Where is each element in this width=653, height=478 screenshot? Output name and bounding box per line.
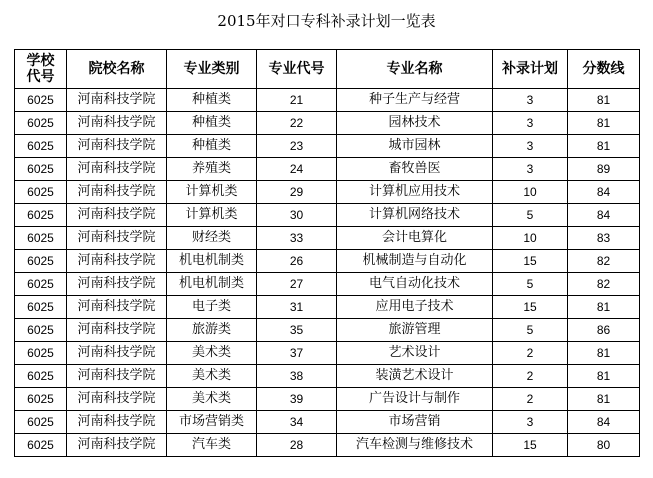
cell-score: 81 [568,365,640,388]
cell-major-category: 计算机类 [167,204,257,227]
cell-school-code: 6025 [15,365,67,388]
cell-major-code: 33 [257,227,337,250]
table-row [15,158,640,181]
cell-school-code: 6025 [15,411,67,434]
cell-major-name: 计算机网络技术 [337,204,493,227]
cell-major-code: 29 [257,181,337,204]
cell-quota: 15 [493,250,568,273]
cell-major-category: 种植类 [167,135,257,158]
table-row [15,411,640,434]
cell-quota: 3 [493,89,568,112]
header-school-code [15,50,67,89]
cell-score: 81 [568,342,640,365]
cell-quota: 2 [493,388,568,411]
cell-school-name: 河南科技学院 [67,342,167,365]
cell-major-code: 35 [257,319,337,342]
header-major-name: 专业名称 [337,50,493,89]
table-row [15,365,640,388]
cell-major-code: 28 [257,434,337,457]
cell-score: 86 [568,319,640,342]
cell-score: 80 [568,434,640,457]
cell-school-name: 河南科技学院 [67,89,167,112]
header-score: 分数线 [568,50,640,89]
cell-score: 83 [568,227,640,250]
cell-school-name: 河南科技学院 [67,365,167,388]
table-row [15,434,640,457]
table-row [15,250,640,273]
cell-major-name: 城市园林 [337,135,493,158]
cell-major-code: 27 [257,273,337,296]
cell-school-name: 河南科技学院 [67,227,167,250]
cell-major-code: 24 [257,158,337,181]
cell-major-category: 市场营销类 [167,411,257,434]
cell-school-code: 6025 [15,204,67,227]
table-row [15,273,640,296]
table-row [15,342,640,365]
cell-school-name: 河南科技学院 [67,135,167,158]
cell-score: 82 [568,273,640,296]
cell-school-code: 6025 [15,181,67,204]
cell-score: 81 [568,112,640,135]
cell-major-category: 财经类 [167,227,257,250]
cell-school-code: 6025 [15,296,67,319]
cell-score: 89 [568,158,640,181]
cell-school-name: 河南科技学院 [67,411,167,434]
cell-major-code: 30 [257,204,337,227]
table-row [15,319,640,342]
cell-major-name: 电气自动化技术 [337,273,493,296]
cell-school-name: 河南科技学院 [67,112,167,135]
cell-score: 81 [568,296,640,319]
cell-school-code: 6025 [15,158,67,181]
header-major-code: 专业代号 [257,50,337,89]
cell-quota: 5 [493,273,568,296]
cell-major-code: 22 [257,112,337,135]
cell-major-code: 38 [257,365,337,388]
cell-school-name: 河南科技学院 [67,273,167,296]
cell-school-name: 河南科技学院 [67,181,167,204]
cell-quota: 3 [493,158,568,181]
cell-major-category: 计算机类 [167,181,257,204]
cell-school-code: 6025 [15,273,67,296]
cell-school-code: 6025 [15,89,67,112]
page-title: 2015年对口专科补录计划一览表 [217,12,436,30]
cell-school-name: 河南科技学院 [67,158,167,181]
cell-major-code: 23 [257,135,337,158]
cell-major-name: 旅游管理 [337,319,493,342]
cell-score: 84 [568,411,640,434]
cell-school-name: 河南科技学院 [67,319,167,342]
cell-school-code: 6025 [15,250,67,273]
cell-school-code: 6025 [15,388,67,411]
cell-score: 84 [568,181,640,204]
table-row [15,112,640,135]
cell-quota: 5 [493,319,568,342]
table-row [15,89,640,112]
cell-major-code: 21 [257,89,337,112]
cell-major-category: 美术类 [167,388,257,411]
table-row [15,296,640,319]
header-major-category: 专业类别 [167,50,257,89]
cell-score: 81 [568,135,640,158]
cell-score: 81 [568,89,640,112]
cell-major-name: 市场营销 [337,411,493,434]
cell-major-name: 畜牧兽医 [337,158,493,181]
header-school-name: 院校名称 [67,50,167,89]
cell-school-name: 河南科技学院 [67,204,167,227]
cell-quota: 10 [493,227,568,250]
cell-major-name: 园林技术 [337,112,493,135]
cell-school-name: 河南科技学院 [67,434,167,457]
cell-major-code: 31 [257,296,337,319]
cell-quota: 5 [493,204,568,227]
table-row [15,135,640,158]
cell-school-code: 6025 [15,319,67,342]
cell-quota: 3 [493,112,568,135]
cell-quota: 2 [493,342,568,365]
cell-major-category: 种植类 [167,112,257,135]
cell-school-name: 河南科技学院 [67,250,167,273]
cell-quota: 2 [493,365,568,388]
cell-score: 82 [568,250,640,273]
cell-quota: 3 [493,411,568,434]
header-school-code-line1: 学校 [26,53,55,69]
cell-major-name: 计算机应用技术 [337,181,493,204]
cell-score: 81 [568,388,640,411]
cell-school-code: 6025 [15,112,67,135]
cell-school-code: 6025 [15,227,67,250]
cell-school-code: 6025 [15,434,67,457]
table-row [15,181,640,204]
cell-major-category: 机电机制类 [167,250,257,273]
cell-major-name: 应用电子技术 [337,296,493,319]
cell-school-name: 河南科技学院 [67,296,167,319]
cell-major-category: 美术类 [167,342,257,365]
cell-major-name: 装潢艺术设计 [337,365,493,388]
cell-major-category: 机电机制类 [167,273,257,296]
cell-major-category: 养殖类 [167,158,257,181]
admission-plan-table [14,49,640,457]
cell-quota: 15 [493,434,568,457]
cell-major-category: 电子类 [167,296,257,319]
cell-score: 84 [568,204,640,227]
cell-major-code: 37 [257,342,337,365]
cell-major-category: 旅游类 [167,319,257,342]
cell-major-code: 39 [257,388,337,411]
cell-school-code: 6025 [15,135,67,158]
table-row [15,204,640,227]
cell-quota: 3 [493,135,568,158]
cell-quota: 10 [493,181,568,204]
header-row [15,50,640,89]
cell-major-name: 会计电算化 [337,227,493,250]
cell-major-name: 机械制造与自动化 [337,250,493,273]
cell-major-name: 汽车检测与维修技术 [337,434,493,457]
cell-major-code: 26 [257,250,337,273]
cell-major-name: 种子生产与经营 [337,89,493,112]
cell-major-category: 种植类 [167,89,257,112]
cell-major-code: 34 [257,411,337,434]
table-row [15,388,640,411]
header-quota: 补录计划 [493,50,568,89]
table-row [15,227,640,250]
cell-school-name: 河南科技学院 [67,388,167,411]
cell-quota: 15 [493,296,568,319]
cell-major-name: 广告设计与制作 [337,388,493,411]
cell-major-name: 艺术设计 [337,342,493,365]
cell-school-code: 6025 [15,342,67,365]
cell-major-category: 美术类 [167,365,257,388]
cell-major-category: 汽车类 [167,434,257,457]
header-school-code-line2: 代号 [26,69,55,85]
table-body [15,89,640,457]
